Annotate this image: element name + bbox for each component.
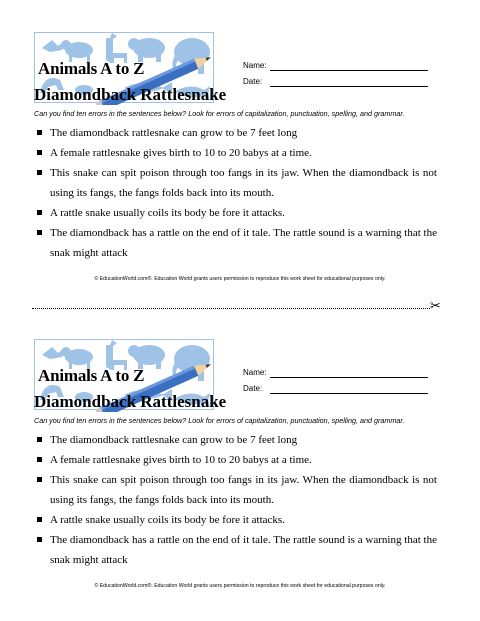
instructions: Can you find ten errors in the sentences below? Look for errors of capitalization, punctuation, spelling, and grammar. (34, 416, 405, 425)
name-label: Name: (243, 368, 267, 377)
worksheet-2 (0, 327, 480, 617)
sentence-item: The diamondback rattlesnake can grow to be 7 feet long (37, 123, 437, 143)
worksheet-1 (0, 20, 480, 310)
name-label: Name: (243, 61, 267, 70)
date-label: Date: (243, 77, 263, 86)
date-line[interactable] (270, 393, 428, 394)
scissors-icon: ✂ (430, 299, 441, 314)
name-line[interactable] (270, 377, 428, 378)
sentence-item: The diamondback has a rattle on the end of it tale. The rattle sound is a warning that the snak might attack (37, 223, 437, 263)
sentence-list (37, 123, 437, 263)
instructions: Can you find ten errors in the sentences below? Look for errors of capitalization, punctuation, spelling, and grammar. (34, 109, 405, 118)
sentence-item: This snake can spit poison through too fangs in its jaw. When the diamondback is not using its fangs, the fangs folds back into its mouth. (37, 470, 437, 510)
sentence-list (37, 430, 437, 570)
copyright-notice: © EducationWorld.com®. Education World grants users permission to reproduce this work sheet for educational purposes only. (94, 583, 386, 589)
sentence-item: A female rattlesnake gives birth to 10 to 20 babys at a time. (37, 143, 437, 163)
name-field[interactable] (243, 368, 267, 377)
banner-title: Animals A to Z (38, 366, 145, 385)
date-field[interactable] (243, 384, 262, 393)
date-line[interactable] (270, 86, 428, 87)
banner-title: Animals A to Z (38, 59, 145, 78)
name-line[interactable] (270, 70, 428, 71)
copyright-notice: © EducationWorld.com®. Education World grants users permission to reproduce this work sheet for educational purposes only. (94, 276, 386, 282)
sentence-item: This snake can spit poison through too fangs in its jaw. When the diamondback is not using its fangs, the fangs folds back into its mouth. (37, 163, 437, 203)
date-field[interactable] (243, 77, 262, 86)
name-field[interactable] (243, 61, 267, 70)
worksheet-title: Diamondback Rattlesnake (34, 85, 227, 104)
worksheet-title: Diamondback Rattlesnake (34, 392, 227, 411)
cut-line (32, 308, 430, 309)
sentence-item: A rattle snake usually coils its body be fore it attacks. (37, 203, 437, 223)
sentence-item: A female rattlesnake gives birth to 10 to 20 babys at a time. (37, 450, 437, 470)
sentence-item: A rattle snake usually coils its body be fore it attacks. (37, 510, 437, 530)
date-label: Date: (243, 384, 263, 393)
sentence-item: The diamondback rattlesnake can grow to be 7 feet long (37, 430, 437, 450)
sentence-item: The diamondback has a rattle on the end of it tale. The rattle sound is a warning that the snak might attack (37, 530, 437, 570)
